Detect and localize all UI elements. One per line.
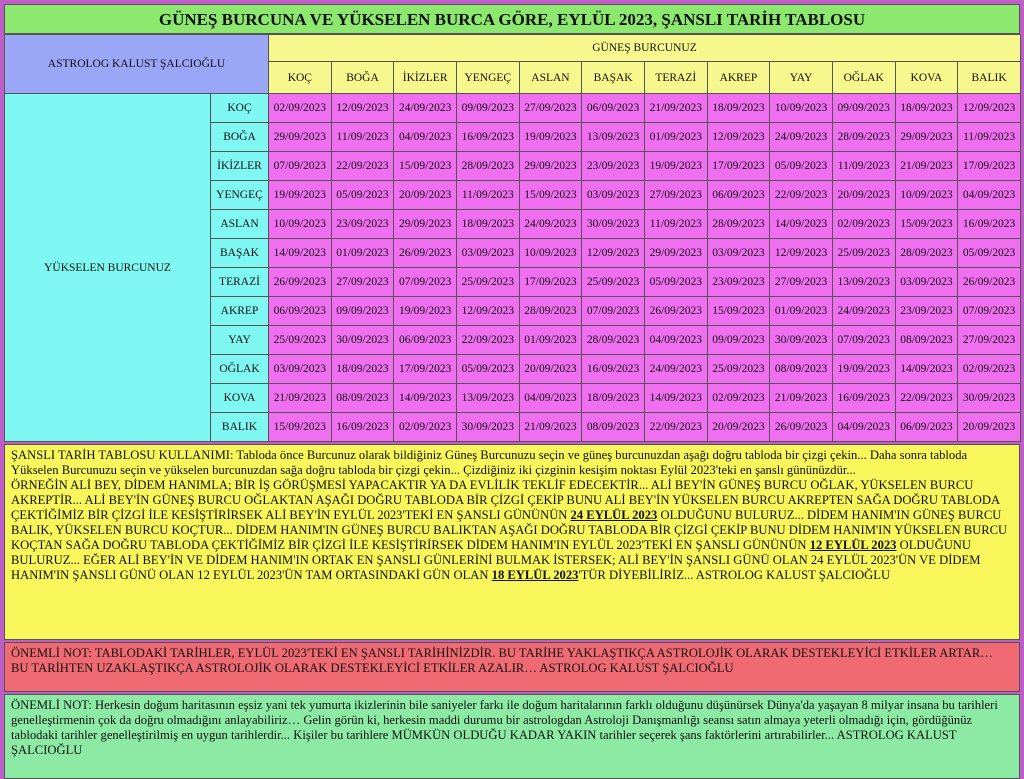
date-cell: 25/09/2023: [269, 326, 332, 355]
rising-sign-label: AKREP: [211, 297, 269, 326]
date-cell: 15/09/2023: [269, 413, 332, 442]
date-cell: 26/09/2023: [770, 413, 833, 442]
sun-sign-header-cell: BALIK: [958, 62, 1021, 94]
date-cell: 04/09/2023: [644, 326, 707, 355]
example-part-a: ÖRNEĞİN ALİ BEY, DİDEM HANIMLA; BİR İŞ GÖRÜŞMESİ YAPACAKTIR YA DA EVLİLİK TEKLİF EDECEKTİR... ALİ BEY'İN GÜNEŞ BURCU OĞLAK, YÜKSELEN BURCU AKREPTİR... ALİ BEY'İN GÜNEŞ BURCU OĞLAKTAN AŞAĞI DOĞRU TABLODA BİR ÇİZGİ ÇEKİP BUNU ALİ BEY'İN YÜKSELEN BURCU AKREPTEN SAĞA DOĞRU TABLODA ÇEKTİĞİMİZ BİR ÇİZGİ İLE KESİŞTİRİRSEK ALİ BEY'İN EYLÜL 2023'TEKİ EN ŞANSLI GÜNÜNÜN: [11, 478, 1000, 522]
date-cell: 06/09/2023: [269, 297, 332, 326]
usage-instructions: [4, 444, 1020, 640]
date-cell: 05/09/2023: [770, 152, 833, 181]
date-cell: 28/09/2023: [456, 152, 519, 181]
date-cell: 03/09/2023: [707, 239, 770, 268]
date-cell: 10/09/2023: [269, 210, 332, 239]
date-cell: 22/09/2023: [895, 384, 958, 413]
date-cell: 22/09/2023: [456, 326, 519, 355]
date-cell: 16/09/2023: [832, 384, 895, 413]
important-note-2: ÖNEMLİ NOT: Herkesin doğum haritasının eşsiz yani tek yumurta ikizlerinin bile saniyeler farkı ile doğum haritalarının farklı olduğunu düşünürsek Dünya'da yaşayan 8 milyar insana bu tarihleri genelleştirmenin çok da doğru olmadığını anlayabiliriz… Gelin görün ki, herkesin maddi durumu bir astrologdan Astroloji Danışmanlığı seansı satın almaya yeterli olmadığı için, gördüğünüz tablodaki tarihler genelleştirilmiş en uygun tarihlerdir... Kişiler bu tarihlere MÜMKÜN OLDUĞU KADAR YAKIN tarihler seçerek şans faktörlerini artırabilirler... ASTROLOG KALUST ŞALCIOĞLU: [4, 694, 1020, 779]
date-cell: 12/09/2023: [582, 239, 645, 268]
rising-sign-label: KOVA: [211, 384, 269, 413]
date-cell: 04/09/2023: [394, 123, 457, 152]
date-cell: 11/09/2023: [331, 123, 394, 152]
date-cell: 07/09/2023: [582, 297, 645, 326]
rising-sign-label: BOĞA: [211, 123, 269, 152]
date-cell: 02/09/2023: [832, 210, 895, 239]
sun-sign-header: GÜNEŞ BURCUNUZ: [269, 35, 1021, 62]
sun-sign-header-cell: ASLAN: [519, 62, 582, 94]
date-cell: 22/09/2023: [331, 152, 394, 181]
rising-sign-label: YAY: [211, 326, 269, 355]
date-cell: 24/09/2023: [770, 123, 833, 152]
date-cell: 30/09/2023: [456, 413, 519, 442]
date-cell: 07/09/2023: [269, 152, 332, 181]
date-cell: 30/09/2023: [331, 326, 394, 355]
date-cell: 24/09/2023: [394, 94, 457, 123]
date-cell: 23/09/2023: [707, 268, 770, 297]
rising-sign-label: BALIK: [211, 413, 269, 442]
date-cell: 06/09/2023: [394, 326, 457, 355]
date-cell: 09/09/2023: [456, 94, 519, 123]
rising-sign-label: YENGEÇ: [211, 181, 269, 210]
date-cell: 20/09/2023: [707, 413, 770, 442]
date-highlight-common: 18 EYLÜL 2023: [491, 568, 579, 582]
date-cell: 29/09/2023: [895, 123, 958, 152]
sun-sign-header-cell: YAY: [770, 62, 833, 94]
example-end: 'TÜR DİYEBİLİRİZ... ASTROLOG KALUST ŞALCIOĞLU: [578, 568, 891, 582]
date-cell: 10/09/2023: [895, 181, 958, 210]
date-cell: 10/09/2023: [770, 94, 833, 123]
date-cell: 07/09/2023: [832, 326, 895, 355]
date-cell: 25/09/2023: [456, 268, 519, 297]
date-cell: 29/09/2023: [519, 152, 582, 181]
date-cell: 14/09/2023: [770, 210, 833, 239]
date-cell: 09/09/2023: [707, 326, 770, 355]
date-cell: 18/09/2023: [895, 94, 958, 123]
date-cell: 28/09/2023: [895, 239, 958, 268]
date-cell: 09/09/2023: [832, 94, 895, 123]
date-cell: 01/09/2023: [331, 239, 394, 268]
date-cell: 03/09/2023: [456, 239, 519, 268]
date-cell: 15/09/2023: [519, 181, 582, 210]
lucky-date-table: [4, 34, 1021, 442]
date-cell: 13/09/2023: [582, 123, 645, 152]
date-cell: 27/09/2023: [644, 181, 707, 210]
date-cell: 26/09/2023: [269, 268, 332, 297]
date-cell: 27/09/2023: [770, 268, 833, 297]
usage-example: [11, 478, 1013, 583]
date-cell: 03/09/2023: [582, 181, 645, 210]
example-part-b: OLDUĞUNU BULURUZ... DİDEM HANIM'IN GÜNEŞ BURCU BALIK, YÜKSELEN BURCU KOÇTUR... DİDEM HANIM'IN GÜNEŞ BURCU BALIKTAN AŞAĞI DOĞRU TABLODA BİR ÇİZGİ ÇEKİP BUNU DİDEM HANIM'IN YÜKSELEN BURCU KOÇTAN SAĞA DOĞRU TABLODA ÇEKTİĞİMİZ BİR ÇİZGİ İLE KESİŞTİRİRSEK DİDEM HANIM'IN EYLÜL 2023'TEKİ EN ŞANSLI GÜNÜNÜN: [11, 508, 1008, 552]
date-cell: 08/09/2023: [895, 326, 958, 355]
table-row: [5, 94, 1021, 123]
rising-sign-label: OĞLAK: [211, 355, 269, 384]
date-cell: 15/09/2023: [394, 152, 457, 181]
date-cell: 14/09/2023: [394, 384, 457, 413]
date-cell: 04/09/2023: [832, 413, 895, 442]
date-cell: 20/09/2023: [958, 413, 1021, 442]
date-cell: 14/09/2023: [895, 355, 958, 384]
date-cell: 20/09/2023: [519, 355, 582, 384]
date-cell: 05/09/2023: [958, 239, 1021, 268]
date-cell: 25/09/2023: [707, 355, 770, 384]
date-cell: 27/09/2023: [331, 268, 394, 297]
date-cell: 19/09/2023: [832, 355, 895, 384]
date-cell: 14/09/2023: [269, 239, 332, 268]
date-cell: 22/09/2023: [770, 181, 833, 210]
date-cell: 05/09/2023: [331, 181, 394, 210]
date-cell: 18/09/2023: [456, 210, 519, 239]
date-cell: 16/09/2023: [331, 413, 394, 442]
date-cell: 24/09/2023: [519, 210, 582, 239]
date-cell: 26/09/2023: [644, 297, 707, 326]
date-cell: 24/09/2023: [832, 297, 895, 326]
date-cell: 20/09/2023: [394, 181, 457, 210]
date-cell: 28/09/2023: [582, 326, 645, 355]
date-cell: 12/09/2023: [707, 123, 770, 152]
date-cell: 07/09/2023: [958, 297, 1021, 326]
sun-sign-header-cell: KOÇ: [269, 62, 332, 94]
date-highlight-ali: 24 EYLÜL 2023: [570, 508, 658, 522]
date-cell: 17/09/2023: [394, 355, 457, 384]
date-cell: 07/09/2023: [394, 268, 457, 297]
important-note-1: ÖNEMLİ NOT: TABLODAKİ TARİHLER, EYLÜL 2023'TEKİ EN ŞANSLI TARİHİNİZDİR. BU TARİHE YAKLAŞTIKÇA ASTROLOJİK OLARAK DESTEKLEYİCİ ETKİLER ARTAR… BU TARİHTEN UZAKLAŞTIKÇA ASTROLOJİK OLARAK DESTEKLEYİCİ ETKİLER AZALIR… ASTROLOG KALUST ŞALCIOĞLU: [4, 642, 1020, 692]
date-cell: 22/09/2023: [644, 413, 707, 442]
date-cell: 21/09/2023: [895, 152, 958, 181]
date-cell: 12/09/2023: [456, 297, 519, 326]
date-cell: 17/09/2023: [519, 268, 582, 297]
date-cell: 19/09/2023: [519, 123, 582, 152]
date-cell: 16/09/2023: [456, 123, 519, 152]
rising-sign-label: TERAZİ: [211, 268, 269, 297]
date-cell: 23/09/2023: [331, 210, 394, 239]
date-cell: 08/09/2023: [582, 413, 645, 442]
astrologer-name: ASTROLOG KALUST ŞALCIOĞLU: [5, 35, 269, 94]
sun-sign-header-cell: OĞLAK: [832, 62, 895, 94]
date-cell: 05/09/2023: [456, 355, 519, 384]
date-cell: 12/09/2023: [770, 239, 833, 268]
date-cell: 10/09/2023: [519, 239, 582, 268]
date-cell: 11/09/2023: [456, 181, 519, 210]
sun-sign-header-cell: KOVA: [895, 62, 958, 94]
example-part-c: OLDUĞUNU BULURUZ... EĞER ALİ BEY'İN VE DİDEM HANIM'IN ORTAK EN ŞANSLI GÜNLERİNİ BULMAK İSTERSEK; ALİ BEY'İN ŞANSLI GÜNÜ OLAN 24 EYLÜL 2023'ÜN VE DİDEM HANIM'IN ŞANSLI GÜNÜ OLAN 12 EYLÜL 2023'ÜN TAM ORTASINDAKİ GÜN OLAN: [11, 538, 981, 582]
date-highlight-didem: 12 EYLÜL 2023: [809, 538, 897, 552]
sun-sign-header-cell: AKREP: [707, 62, 770, 94]
rising-sign-label: KOÇ: [211, 94, 269, 123]
sun-sign-header-cell: İKİZLER: [394, 62, 457, 94]
date-cell: 02/09/2023: [394, 413, 457, 442]
usage-intro: ŞANSLI TARİH TABLOSU KULLANIMI: Tabloda önce Burcunuz olarak bildiğiniz Güneş Burcunuzu seçin ve güneş burcunuzdan aşağı doğru tabloda bir çizgi çekin... Daha sonra tabloda Yükselen Burcunuzu seçin ve yükselen burcunuzdan sağa doğru tabloda bir çizgi çekin... Çizdiğiniz iki çizginin kesişim noktası Eylül 2023'teki en şanslı gününüzdür...: [11, 448, 968, 477]
date-cell: 12/09/2023: [331, 94, 394, 123]
date-cell: 21/09/2023: [269, 384, 332, 413]
date-cell: 09/09/2023: [331, 297, 394, 326]
date-cell: 19/09/2023: [394, 297, 457, 326]
date-cell: 08/09/2023: [331, 384, 394, 413]
date-cell: 17/09/2023: [707, 152, 770, 181]
date-cell: 30/09/2023: [958, 384, 1021, 413]
date-cell: 18/09/2023: [331, 355, 394, 384]
date-cell: 04/09/2023: [958, 181, 1021, 210]
date-cell: 30/09/2023: [770, 326, 833, 355]
sun-sign-header-cell: BOĞA: [331, 62, 394, 94]
date-cell: 25/09/2023: [582, 268, 645, 297]
date-cell: 02/09/2023: [707, 384, 770, 413]
date-cell: 08/09/2023: [770, 355, 833, 384]
sun-sign-header-cell: TERAZİ: [644, 62, 707, 94]
date-cell: 30/09/2023: [582, 210, 645, 239]
date-cell: 20/09/2023: [832, 181, 895, 210]
sun-sign-header-cell: BAŞAK: [582, 62, 645, 94]
date-cell: 11/09/2023: [644, 210, 707, 239]
date-cell: 01/09/2023: [519, 326, 582, 355]
date-cell: 18/09/2023: [707, 94, 770, 123]
date-cell: 04/09/2023: [519, 384, 582, 413]
date-cell: 29/09/2023: [644, 239, 707, 268]
date-cell: 28/09/2023: [707, 210, 770, 239]
date-cell: 21/09/2023: [644, 94, 707, 123]
date-cell: 18/09/2023: [582, 384, 645, 413]
date-cell: 24/09/2023: [644, 355, 707, 384]
date-cell: 13/09/2023: [456, 384, 519, 413]
sun-sign-header-cell: YENGEÇ: [456, 62, 519, 94]
date-cell: 13/09/2023: [832, 268, 895, 297]
date-cell: 26/09/2023: [394, 239, 457, 268]
date-cell: 06/09/2023: [895, 413, 958, 442]
date-cell: 16/09/2023: [958, 210, 1021, 239]
date-cell: 03/09/2023: [895, 268, 958, 297]
date-cell: 23/09/2023: [582, 152, 645, 181]
date-cell: 28/09/2023: [832, 123, 895, 152]
rising-sign-label: İKİZLER: [211, 152, 269, 181]
date-cell: 06/09/2023: [707, 181, 770, 210]
rising-sign-header: YÜKSELEN BURCUNUZ: [5, 94, 211, 442]
date-cell: 15/09/2023: [707, 297, 770, 326]
date-cell: 19/09/2023: [644, 152, 707, 181]
page-title: GÜNEŞ BURCUNA VE YÜKSELEN BURCA GÖRE, EYLÜL 2023, ŞANSLI TARİH TABLOSU: [4, 4, 1020, 34]
date-cell: 11/09/2023: [832, 152, 895, 181]
rising-sign-label: ASLAN: [211, 210, 269, 239]
date-cell: 01/09/2023: [770, 297, 833, 326]
date-cell: 21/09/2023: [519, 413, 582, 442]
date-cell: 16/09/2023: [582, 355, 645, 384]
date-cell: 29/09/2023: [269, 123, 332, 152]
rising-sign-label: BAŞAK: [211, 239, 269, 268]
date-cell: 17/09/2023: [958, 152, 1021, 181]
date-cell: 28/09/2023: [519, 297, 582, 326]
date-cell: 01/09/2023: [644, 123, 707, 152]
date-cell: 29/09/2023: [394, 210, 457, 239]
date-cell: 14/09/2023: [644, 384, 707, 413]
date-cell: 19/09/2023: [269, 181, 332, 210]
date-cell: 11/09/2023: [958, 123, 1021, 152]
date-cell: 02/09/2023: [269, 94, 332, 123]
date-cell: 05/09/2023: [644, 268, 707, 297]
date-cell: 03/09/2023: [269, 355, 332, 384]
date-cell: 26/09/2023: [958, 268, 1021, 297]
date-cell: 27/09/2023: [958, 326, 1021, 355]
date-cell: 25/09/2023: [832, 239, 895, 268]
date-cell: 21/09/2023: [770, 384, 833, 413]
date-cell: 27/09/2023: [519, 94, 582, 123]
date-cell: 06/09/2023: [582, 94, 645, 123]
date-cell: 15/09/2023: [895, 210, 958, 239]
date-cell: 12/09/2023: [958, 94, 1021, 123]
date-cell: 02/09/2023: [958, 355, 1021, 384]
date-cell: 23/09/2023: [895, 297, 958, 326]
